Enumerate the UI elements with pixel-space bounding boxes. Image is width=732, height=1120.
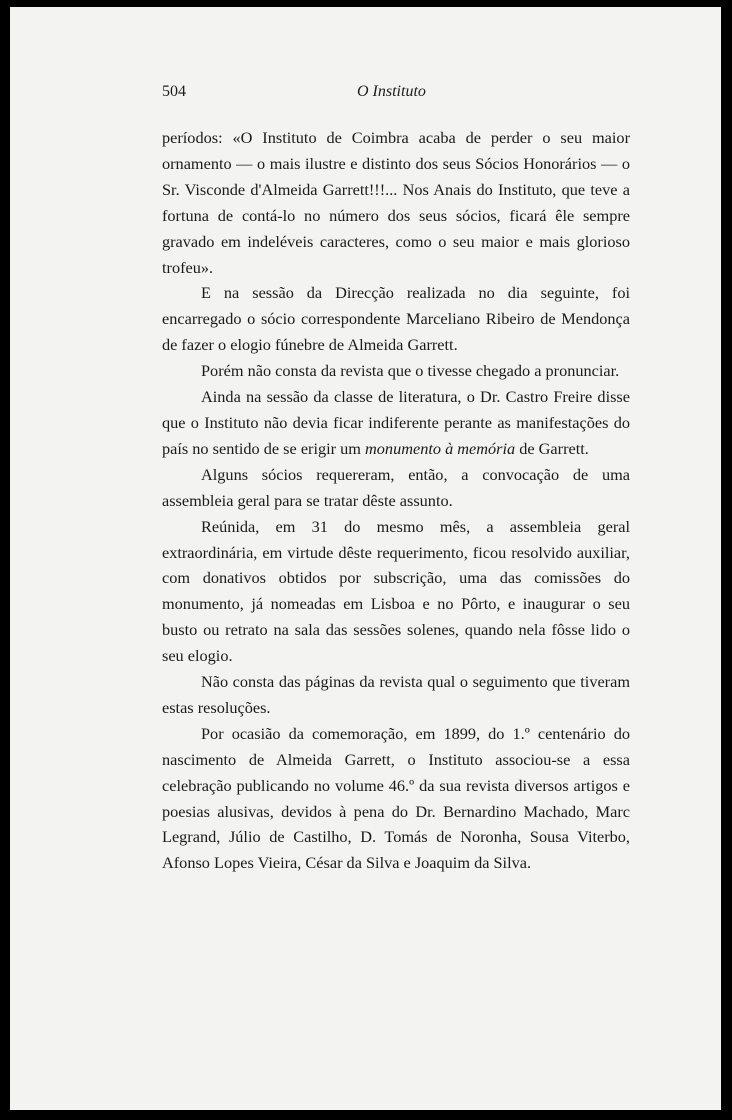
scanned-page — [10, 7, 721, 1110]
paragraph — [162, 384, 630, 462]
paragraph: períodos: «O Instituto de Coimbra acaba de perder o seu maior ornamento — o mais ilustre e distinto dos seus Sócios Honorários — o Sr. Visconde d'Almeida Garrett!!!... Nos Anais do Instituto, que teve a fortuna de contá-lo no número dos seus sócios, ficará êle sempre gravado em indeléveis caracteres, como o seu maior e mais glorioso trofeu». — [162, 128, 630, 277]
paragraph: Reúnida, em 31 do mesmo mês, a assembleia geral extraordinária, em virtude dêste requerimento, ficou resolvido auxiliar, com donativos obtidos por subscrição, uma das comissões do monumento, já nomeadas em Lisboa e no Pôrto, e inaugurar o seu busto ou retrato na sala das sessões solenes, quando nela fôsse lido o seu elogio. — [162, 516, 630, 666]
running-title: O Instituto — [357, 83, 426, 100]
paragraph: Porém não consta da revista que o tivesse chegado a pronunciar. — [201, 361, 620, 381]
italic-phrase: monumento à memória — [365, 438, 516, 458]
paragraph: Alguns sócios requereram, então, a convocação de uma assembleia geral para se tratar dêste assunto. — [162, 464, 630, 510]
paragraph: Por ocasião da comemoração, em 1899, do 1.º centenário do nascimento de Almeida Garrett, o Instituto associou-se a essa celebração publicando no volume 46.º da sua revista diversos artigos e poesias alusivas, devidos à pena do Dr. Bernardino Machado, Marc Legrand, Júlio de Castilho, D. Tomás de Noronha, Sousa Viterbo, Afonso Lopes Vieira, César da Silva e Joaquim da Silva. — [162, 723, 630, 873]
page-number: 504 — [162, 83, 186, 100]
body-text — [162, 125, 630, 876]
page-header — [162, 83, 632, 105]
paragraph-segment: de Garrett. — [515, 438, 589, 458]
paragraph-segment: Ainda na sessão da classe de literatura, o Dr. Castro Freire disse que o Instituto não devia ficar indiferente perante as manifestações do país no sentido de se erigir um — [162, 387, 630, 458]
paragraph: Não consta das páginas da revista qual o seguimento que tiveram estas resoluções. — [162, 672, 630, 717]
paragraph: E na sessão da Direcção realizada no dia seguinte, foi encarregado o sócio correspondente Marceliano Ribeiro de Mendonça de fazer o elogio fúnebre de Almeida Garrett. — [162, 283, 630, 355]
